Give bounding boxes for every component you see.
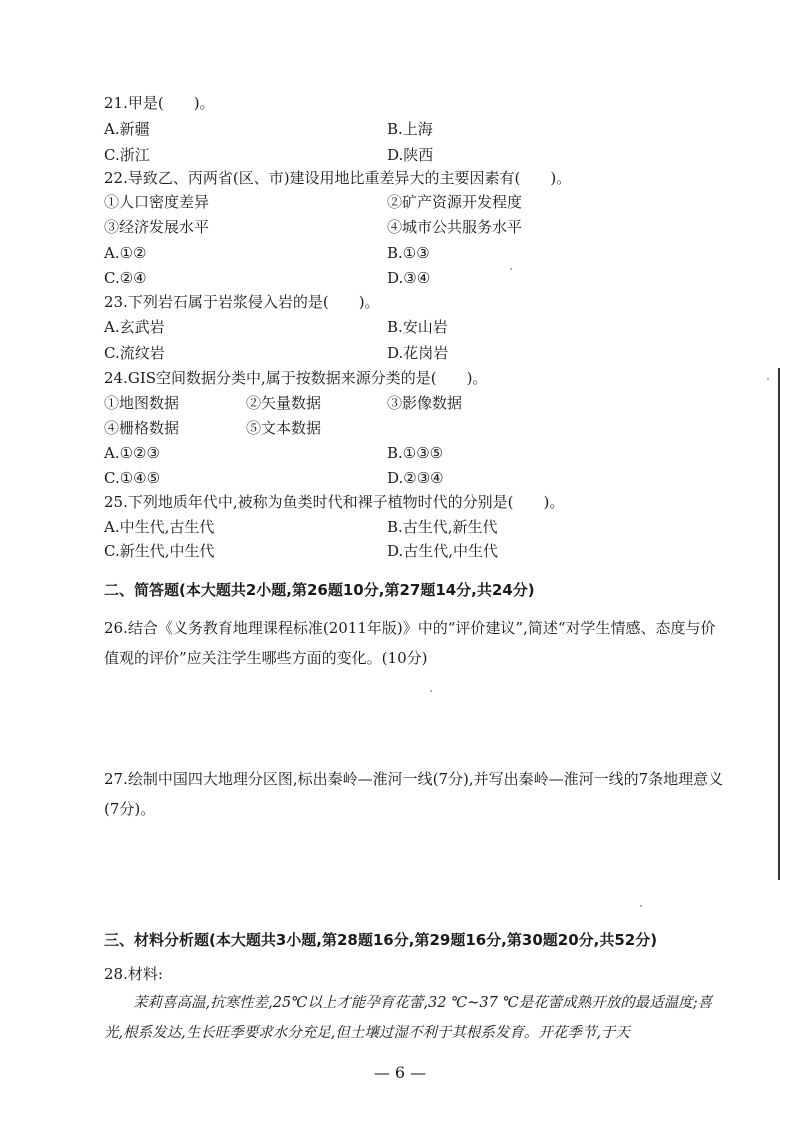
q24-option-a: A.①②③ [104,444,160,462]
q21-option-a: A.新疆 [104,120,150,138]
q25-option-b: B.古生代,新生代 [387,518,498,536]
q27-text: 27.绘制中国四大地理分区图,标出秦岭—淮河一线(7分),并写出秦岭—淮河一线的7条地理意义(7分)。 [104,770,724,818]
q24-item-1: ①地图数据 [104,394,180,412]
q22-option-b: B.①③ [387,244,430,262]
page-number: — 6 — [373,1063,427,1082]
q25-option-a: A.中生代,古生代 [104,518,215,536]
q24-option-b: B.①③⑤ [387,444,444,462]
q22-item-2: ②矿产资源开发程度 [387,193,523,211]
scan-speck [510,268,512,270]
q22-option-a: A.①② [104,244,147,262]
scan-speck [640,905,642,907]
q23-option-b: B.安山岩 [387,318,448,336]
q25-stem: 25.下列地质年代中,被称为鱼类时代和裸子植物时代的分别是( )。 [104,493,565,511]
q25-option-c: C.新生代,中生代 [104,542,215,560]
q22-item-1: ①人口密度差异 [104,193,210,211]
q23-option-a: A.玄武岩 [104,318,165,336]
q24-item-3: ③影像数据 [387,394,463,412]
scan-edge-line [778,368,780,880]
q24-item-4: ④栅格数据 [104,419,180,437]
q24-item-5: ⑤文本数据 [246,419,322,437]
scan-speck [430,690,432,692]
q24-item-2: ②矢量数据 [246,394,322,412]
q22-option-c: C.②④ [104,269,147,287]
section-2-heading: 二、简答题(本大题共2小题,第26题10分,第27题14分,共24分) [104,581,535,599]
q21-option-b: B.上海 [387,120,433,138]
q24-option-c: C.①④⑤ [104,469,161,487]
q22-item-4: ④城市公共服务水平 [387,218,523,236]
q28-label: 28.材料: [104,965,163,983]
q28-material-text: 茉莉喜高温,抗寒性差,25℃以上才能孕育花蕾,32 ℃~37 ℃是花蕾成熟开放的最适温度;喜光,根系发达,生长旺季要求水分充足,但土壤过湿不利于其根系发育。开花季节,于天 [104,995,713,1041]
q24-stem: 24.GIS空间数据分类中,属于按数据来源分类的是( )。 [104,369,488,387]
q26-text: 26.结合《义务教育地理课程标准(2011年版)》中的“评价建议”,简述“对学生情感、态度与价值观的评价”应关注学生哪些方面的变化。(10分) [104,619,716,667]
q23-stem: 23.下列岩石属于岩浆侵入岩的是( )。 [104,293,380,311]
q23-option-d: D.花岗岩 [387,344,449,362]
q22-option-d: D.③④ [387,269,431,287]
q25-option-d: D.古生代,中生代 [387,542,499,560]
q21-option-c: C.浙江 [104,146,150,164]
scan-speck [767,378,769,380]
q22-stem: 22.导致乙、丙两省(区、市)建设用地比重差异大的主要因素有( )。 [104,169,572,187]
q23-option-c: C.流纹岩 [104,344,165,362]
q21-option-d: D.陕西 [387,146,434,164]
q21-stem: 21.甲是( )。 [104,94,215,112]
section-3-heading: 三、材料分析题(本大题共3小题,第28题16分,第29题16分,第30题20分,共52分) [104,931,658,949]
q22-item-3: ③经济发展水平 [104,218,210,236]
q24-option-d: D.②③④ [387,469,444,487]
